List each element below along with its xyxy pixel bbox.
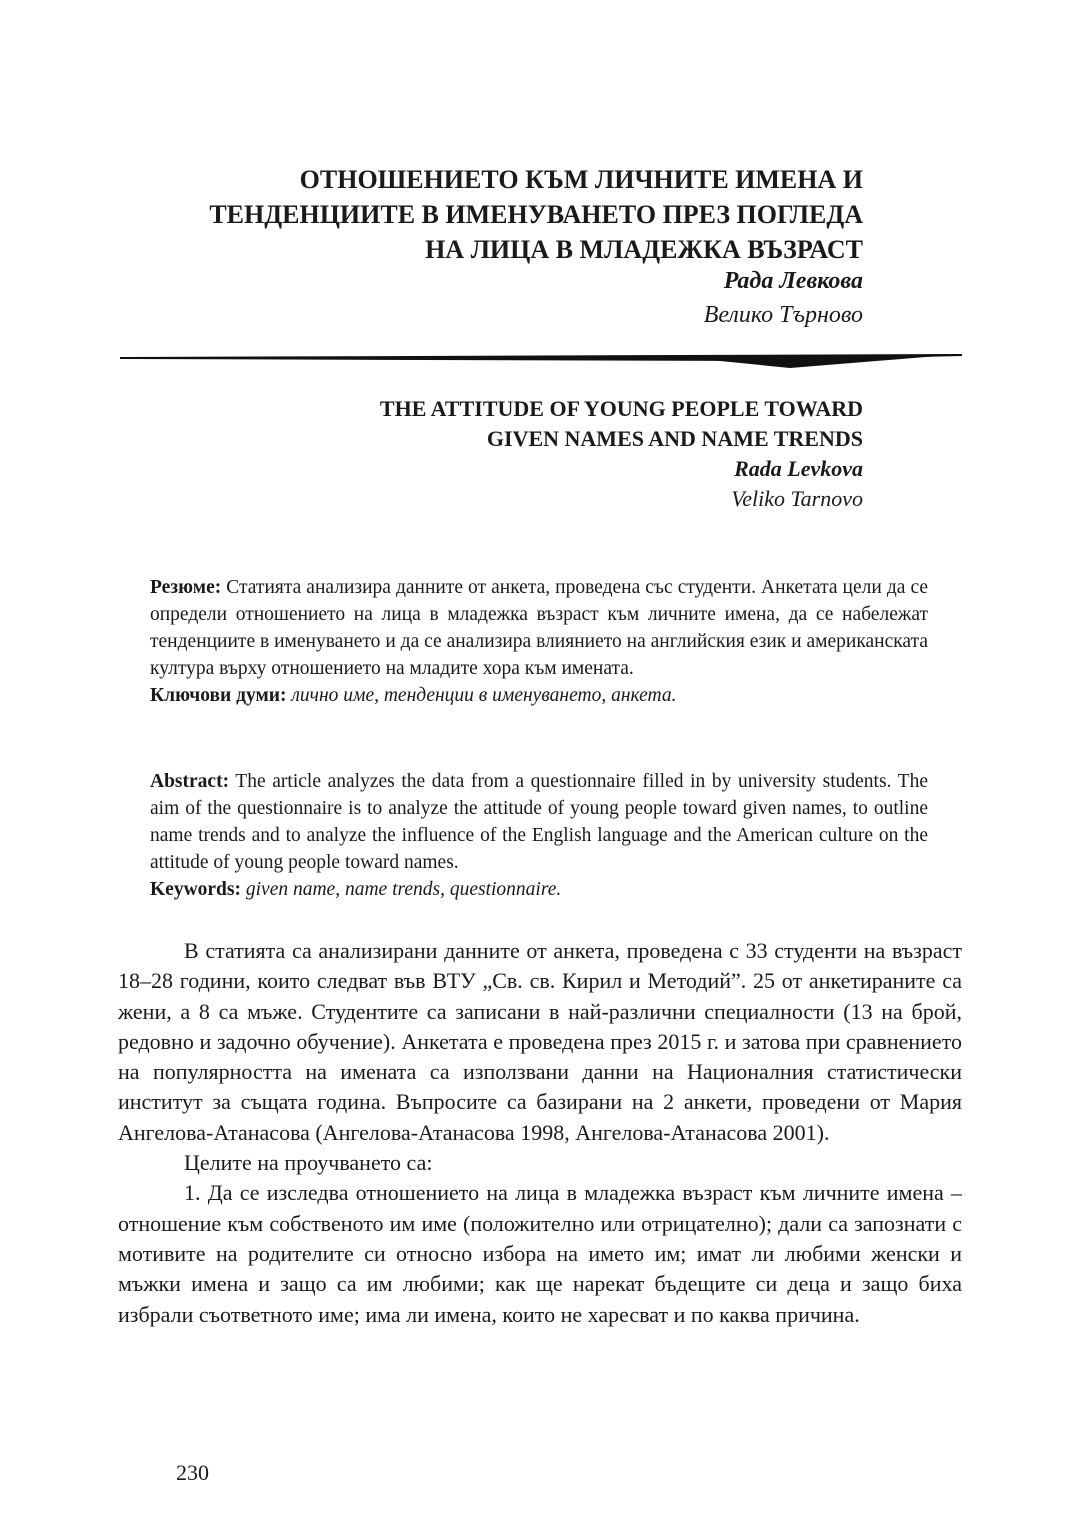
section-divider bbox=[120, 348, 962, 368]
article-title-english bbox=[163, 394, 863, 454]
keywords-line bbox=[150, 876, 928, 903]
article-title-bulgarian bbox=[103, 162, 863, 267]
author-name-bulgarian: Рада Левкова bbox=[723, 268, 863, 294]
title-line: GIVEN NAMES AND NAME TRENDS bbox=[486, 426, 863, 451]
title-line: НА ЛИЦА В МЛАДЕЖКА ВЪЗРАСТ bbox=[425, 235, 863, 264]
title-line: THE ATTITUDE OF YOUNG PEOPLE TOWARD bbox=[379, 396, 863, 421]
author-name-english: Rada Levkova bbox=[734, 456, 863, 481]
keywords-line bbox=[150, 682, 928, 709]
abstract-text: The article analyzes the data from a questionnaire filled in by university students. The aim of the questionnaire is to analyze the attitude of young people toward given names, to outline name trends and to analyze the influence of the English language and the American culture on the attitude of young people toward names. bbox=[150, 771, 928, 873]
abstract-bulgarian bbox=[150, 574, 928, 709]
body-paragraph: Целите на проучването са: bbox=[184, 1150, 433, 1176]
abstract-paragraph bbox=[150, 768, 928, 876]
author-city-english: Veliko Tarnovo bbox=[731, 486, 863, 511]
abstract-paragraph bbox=[150, 574, 928, 682]
keywords-text: given name, name trends, questionnaire. bbox=[241, 879, 562, 900]
abstract-english bbox=[150, 768, 928, 903]
keywords-label: Ключови думи: bbox=[150, 685, 287, 706]
page-number: 230 bbox=[176, 1460, 209, 1485]
title-line: ОТНОШЕНИЕТО КЪМ ЛИЧНИТЕ ИМЕНА И bbox=[299, 165, 863, 194]
abstract-label: Резюме: bbox=[150, 577, 222, 598]
author-city-bulgarian: Велико Търново bbox=[703, 302, 863, 328]
body-paragraph: 1. Да се изследва отношението на лица в младежка възраст към личните имена – отношение към собственото им име (положително или отрицателно); дали са запознати с мотивите на родителите си относно избора на името им; имат ли любими женски и мъжки имена и защо са им любими; как ще нарекат бъдещите си деца и защо биха избрали съответното име; има ли имена, които не харесват и по каква причина. bbox=[118, 1180, 962, 1327]
abstract-text: Статията анализира данните от анкета, проведена със студенти. Анкетата цели да се определи отношението на лица в младежка възраст към личните имена, да се набележат тенденциите в именуването и да се анализира влиянието на английския език и американската култура върху отношението на младите хора към имената. bbox=[150, 577, 928, 679]
abstract-label: Abstract: bbox=[150, 771, 230, 792]
keywords-text: лично име, тенденции в именуването, анкета. bbox=[286, 685, 677, 706]
article-body bbox=[118, 936, 962, 1330]
keywords-label: Keywords: bbox=[150, 879, 241, 900]
title-line: ТЕНДЕНЦИИТЕ В ИМЕНУВАНЕТО ПРЕЗ ПОГЛЕДА bbox=[209, 200, 863, 229]
body-paragraph: В статията са анализирани данните от анкета, проведена с 33 студенти на възраст 18–28 години, които следват във ВТУ „Св. св. Кирил и Методий”. 25 от анкетираните са жени, а 8 са мъже. Студентите са записани в най-различни специалности (13 на брой, редовно и задочно обучение). Анкетата е проведена през 2015 г. и затова при сравнението на популярността на имената са използвани данни на Националния статистически институт за същата година. Въпросите са базирани на 2 анкети, проведени от Мария Ангелова-Атанасова (Ангелова-Атанасова 1998, Ангелова-Атанасова 2001). bbox=[118, 938, 962, 1145]
